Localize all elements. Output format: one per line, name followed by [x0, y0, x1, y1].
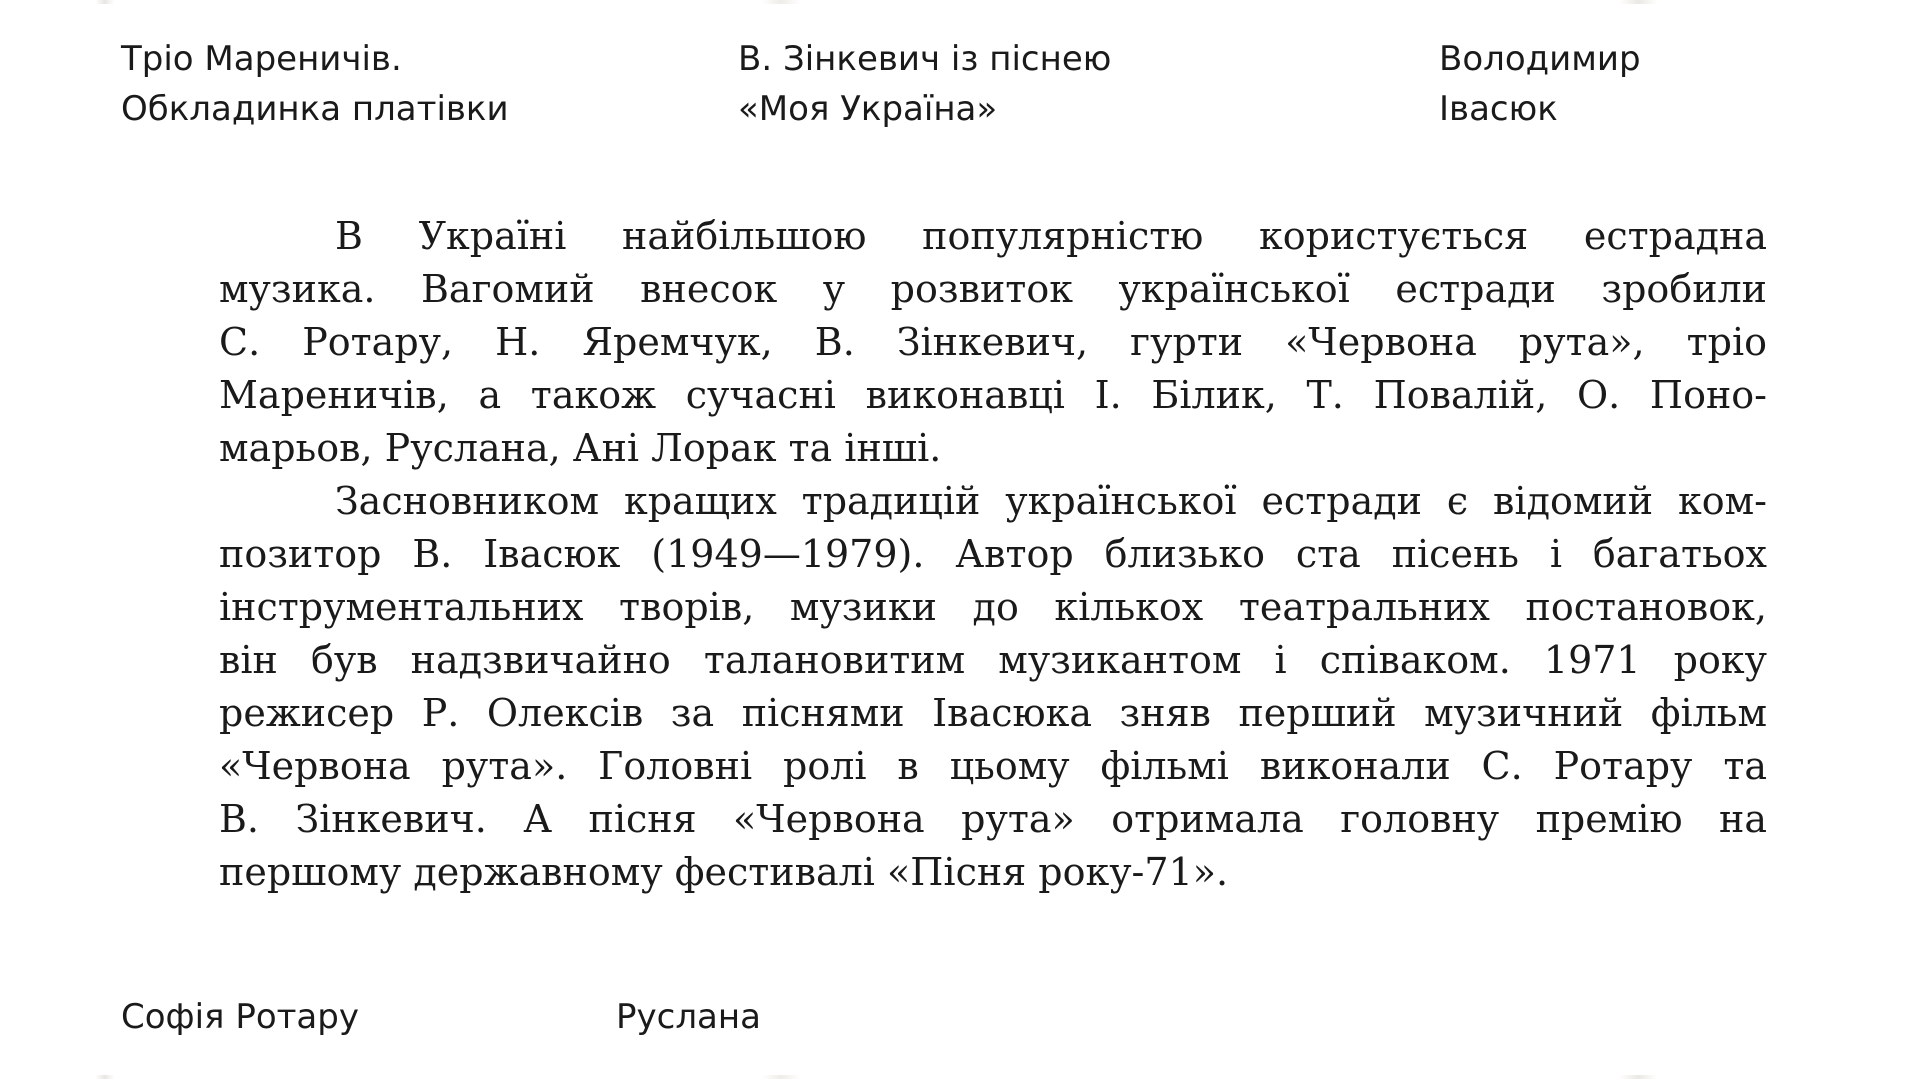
caption-ruslana [616, 992, 761, 1042]
article-line: режисер Р. Олексів за піснями Івасюка зняв перший музичний фільм [219, 691, 1767, 735]
article-line: позитор В. Івасюк (1949—1979). Автор близько ста пісень і багатьох [219, 532, 1767, 576]
article-line: С. Ротару, Н. Яремчук, В. Зінкевич, гурти «Червона рута», тріо [219, 320, 1767, 364]
article-line: музика. Вагомий внесок у розвиток української естради зробили [219, 267, 1767, 311]
article-body [219, 210, 1767, 899]
caption-marenychi-trio [121, 34, 509, 134]
article-line: В. Зінкевич. А пісня «Червона рута» отримала головну премію на [219, 797, 1767, 841]
article-line: В Україні найбільшою популярністю користується естрадна [335, 214, 1767, 258]
caption-zinkevych [738, 34, 1111, 134]
caption-line: Обкладинка платівки [121, 89, 509, 129]
caption-line: «Моя Україна» [738, 89, 998, 129]
article-line: першому державному фестивалі «Пісня року-71». [219, 850, 1229, 894]
article-line: марьов, Руслана, Ані Лорак та інші. [219, 426, 942, 470]
caption-line: Івасюк [1439, 89, 1558, 129]
caption-line: Софія Ротару [121, 997, 359, 1037]
top-edge-rule [0, 0, 1905, 4]
caption-line: Тріо Мареничів. [121, 39, 402, 79]
article-line: «Червона рута». Головні ролі в цьому фільмі виконали С. Ротару та [219, 744, 1767, 788]
caption-line: Володимир [1439, 39, 1641, 79]
article-line: Засновником кращих традицій української естради є відомий ком- [335, 479, 1767, 523]
bottom-edge-rule [0, 1075, 1905, 1079]
caption-line: Руслана [616, 997, 761, 1037]
article-line: інструментальних творів, музики до кількох театральних постановок, [219, 585, 1767, 629]
article-line: він був надзвичайно талановитим музикантом і співаком. 1971 року [219, 638, 1767, 682]
caption-rotaru [121, 992, 359, 1042]
caption-ivasyuk [1439, 34, 1641, 134]
article-line: Мареничів, а також сучасні виконавці І. Білик, Т. Повалій, О. Поно- [219, 373, 1767, 417]
caption-line: В. Зінкевич із піснею [738, 39, 1112, 79]
